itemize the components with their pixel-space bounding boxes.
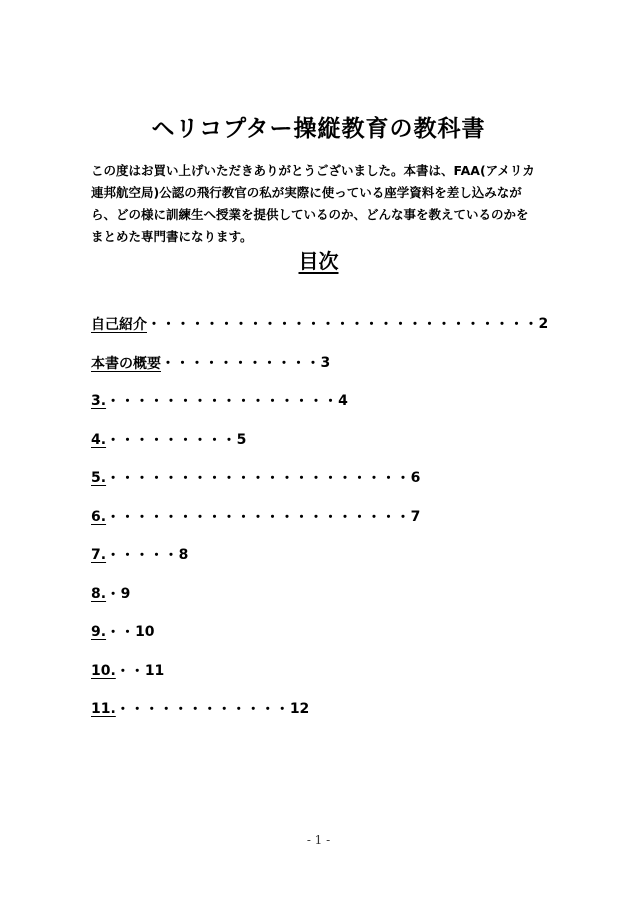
toc-page-number: 5: [236, 431, 247, 448]
toc-link[interactable]: 4.: [91, 431, 107, 448]
toc-page-number: 2: [538, 316, 549, 333]
document-title: ヘリコプター操縦教育の教科書: [151, 115, 486, 142]
toc-link[interactable]: 11.: [91, 701, 116, 718]
intro-paragraph: [91, 160, 551, 248]
toc-link[interactable]: 本書の概要: [91, 355, 161, 372]
toc-entry: [91, 690, 561, 729]
toc-entry: [91, 344, 561, 383]
toc-page-number: 11: [144, 662, 165, 679]
intro-line: 連邦航空局)公認の飛行教官の私が実際に使っている座学資料を差し込みなが: [91, 185, 522, 200]
toc-entry: [91, 575, 561, 614]
toc-entry: [91, 613, 561, 652]
toc-leader: ・・: [115, 663, 145, 680]
toc-leader: ・・・・・・・・・・・・: [115, 702, 290, 719]
toc-page-number: 10: [135, 624, 155, 641]
intro-line: この度はお買い上げいただきありがとうございました。本書は、FAA(アメリカ: [91, 163, 535, 178]
toc-page-number: 6: [410, 470, 421, 487]
toc-leader: ・・・・・・・・・・・・・・・・・・・・・: [106, 471, 411, 488]
toc-link[interactable]: 3.: [91, 393, 107, 410]
toc-link[interactable]: 5.: [91, 470, 107, 487]
toc-page-number: 3: [320, 354, 331, 371]
toc-page-number: 8: [178, 547, 189, 564]
toc-page-number: 12: [289, 701, 310, 718]
toc-leader: ・・・・・・・・・・・・・・・・: [106, 394, 339, 411]
toc-heading: [0, 245, 637, 274]
toc-link[interactable]: 自己紹介: [91, 317, 147, 334]
toc-page-number: 4: [338, 393, 348, 410]
toc-leader: ・・: [106, 625, 136, 642]
toc-link[interactable]: 9.: [91, 624, 107, 641]
table-of-contents: [91, 305, 561, 729]
toc-entry: [91, 382, 561, 421]
toc-leader: ・: [106, 586, 121, 603]
toc-leader: ・・・・・: [106, 548, 179, 565]
toc-link[interactable]: 6.: [91, 508, 107, 525]
toc-leader: ・・・・・・・・・: [106, 432, 237, 449]
toc-link[interactable]: 8.: [91, 585, 107, 602]
toc-page-number: 7: [410, 508, 421, 525]
toc-entry: [91, 305, 561, 344]
toc-entry: [91, 652, 561, 691]
toc-entry: [91, 421, 561, 460]
toc-heading-text: 目次: [298, 249, 339, 273]
toc-page-number: 9: [120, 585, 131, 602]
toc-leader: ・・・・・・・・・・・・・・・・・・・・・・・・・・・: [147, 317, 539, 334]
intro-line: まとめた専門書になります。: [91, 229, 253, 244]
intro-line: ら、どの様に訓練生へ授業を提供しているのか、どんな事を教えているのかを: [91, 207, 529, 222]
toc-entry: [91, 536, 561, 575]
page-footer-number: - 1 -: [306, 833, 331, 847]
toc-link[interactable]: 7.: [91, 547, 107, 564]
toc-leader: ・・・・・・・・・・・・・・・・・・・・・: [106, 509, 411, 526]
toc-leader: ・・・・・・・・・・・: [161, 355, 321, 372]
toc-entry: [91, 459, 561, 498]
toc-entry: [91, 498, 561, 537]
toc-link[interactable]: 10.: [91, 662, 116, 679]
